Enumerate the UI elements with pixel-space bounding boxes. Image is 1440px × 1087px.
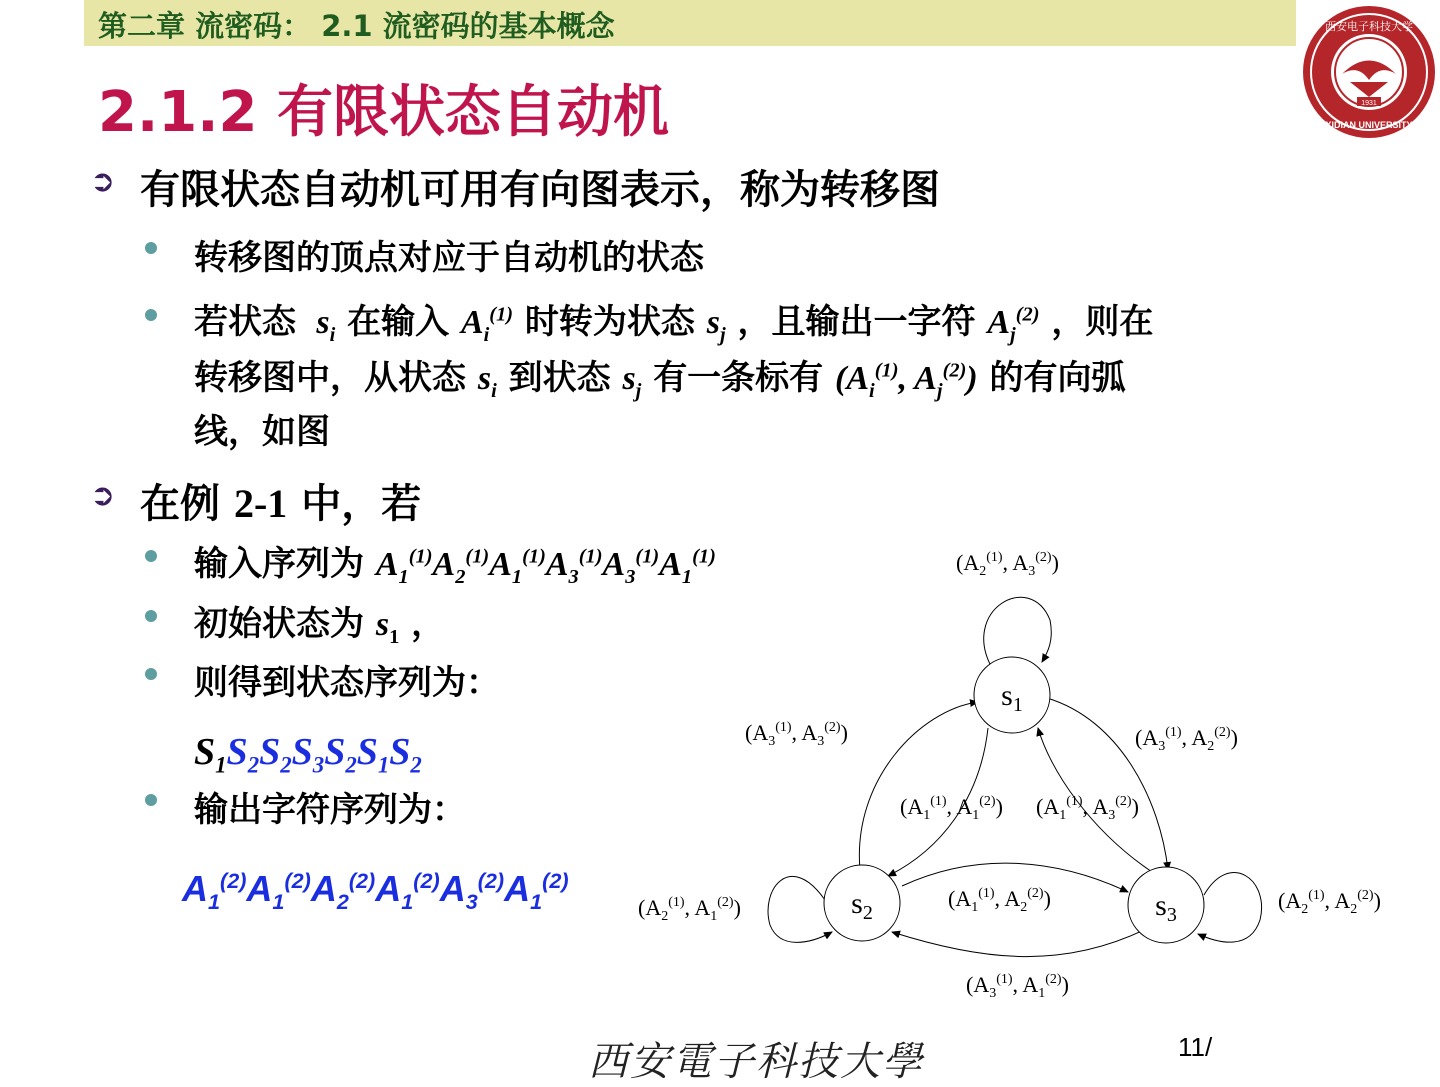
svg-text:XIDIAN UNIVERSITY: XIDIAN UNIVERSITY [1325,120,1413,130]
footer-university-calligraphy: 西安電子科技大學 [588,1039,924,1085]
svg-text:s3: $s_3$ [1155,889,1177,926]
dot-bullet-icon [145,309,157,321]
edge-s3-s2 [892,930,1144,957]
edge-label-s1-s3: ($A_3^{(1)}$, $A_2^{(2)}$) [1135,725,1238,754]
dot-bullet-icon [145,550,157,562]
slide-title: 2.1.2 有限状态自动机 [98,80,669,145]
page-number: 11/ [1178,1032,1213,1062]
bullet-2-4: 输出字符序列为： [194,790,466,830]
output-sequence: $A_1^{(2)}A_1^{(2)}A_2^{(2)}A_1^{(2)}A_3^{(2)}A_1^{(2)}$ [182,868,569,915]
bullet-1-2-line2: 转移图中，从状态 $s_i$ 到状态 $s_j$ 有一条标有 ($A_i^{(1)}$, $A_j^{(2)}$) 的有向弧 [194,358,1126,402]
edge-label-s2-s1: ($A_3^{(1)}$, $A_3^{(2)}$) [745,720,848,749]
edge-label-s2-s2: ($A_2^{(1)}$, $A_1^{(2)}$) [638,895,741,924]
bullet-1: 有限状态自动机可用有向图表示，称为转移图 [140,167,940,213]
bullet-1-2-line3: 线，如图 [194,412,330,452]
state-node-s3 [1128,867,1204,943]
edge-s2-s1 [859,702,978,870]
bullet-2-3: 则得到状态序列为： [194,663,500,703]
svg-text:s1: $s_1$ [1001,679,1023,716]
state-node-s1 [974,657,1050,733]
dot-bullet-icon [145,668,157,680]
dot-bullet-icon [145,242,157,254]
university-seal-logo [1300,2,1438,142]
svg-text:s2: $s_2$ [851,887,873,924]
edge-label-s1-s2: ($A_1^{(1)}$, $A_1^{(2)}$) [900,794,1003,823]
edge-s3-s3 [1198,873,1262,943]
dot-bullet-icon [145,610,157,622]
edge-s2-s2 [768,876,832,942]
arrow-bullet-icon: ➲ [90,164,116,199]
chapter-header: 第二章 流密码： 2.1 流密码的基本概念 [98,9,615,43]
bullet-2-2: 初始状态为 $s_1$ ， [194,604,446,648]
svg-text:西安电子科技大学: 西安电子科技大学 [1325,20,1413,33]
edge-label-s3-s3: ($A_2^{(1)}$, $A_2^{(2)}$) [1278,888,1381,917]
bullet-1-2-line1: 若状态 $s_i$ 在输入 $A_i^{(1)}$ 时转为状态 $s_j$ ，且输出一字符 $A_j^{(2)}$ ，则在 [194,302,1154,346]
transition-diagram [620,530,1420,1010]
dot-bullet-icon [145,794,157,806]
edge-label-s1-s1: ($A_2^{(1)}$, $A_3^{(2)}$) [956,550,1059,579]
state-node-s2 [824,865,900,941]
svg-text:1931: 1931 [1361,100,1377,107]
arrow-bullet-icon: ➲ [90,478,116,513]
edge-label-s3-s2: ($A_3^{(1)}$, $A_1^{(2)}$) [966,972,1069,1001]
edge-label-s3-s1: ($A_1^{(1)}$, $A_3^{(2)}$) [1036,794,1139,823]
edge-label-s2-s3: ($A_1^{(1)}$, $A_2^{(2)}$) [948,886,1051,915]
bullet-2-1: 输入序列为 $A_1^{(1)}A_2^{(1)}A_1^{(1)}A_3^{(1)}A_3^{(1)}A_1^{(1)}$ [194,544,716,588]
bullet-2: 在例 2-1 中，若 [140,481,422,527]
bullet-1-1: 转移图的顶点对应于自动机的状态 [194,238,704,278]
state-sequence: $S_1S_2S_2S_3S_2S_1S_2$ [194,731,422,778]
